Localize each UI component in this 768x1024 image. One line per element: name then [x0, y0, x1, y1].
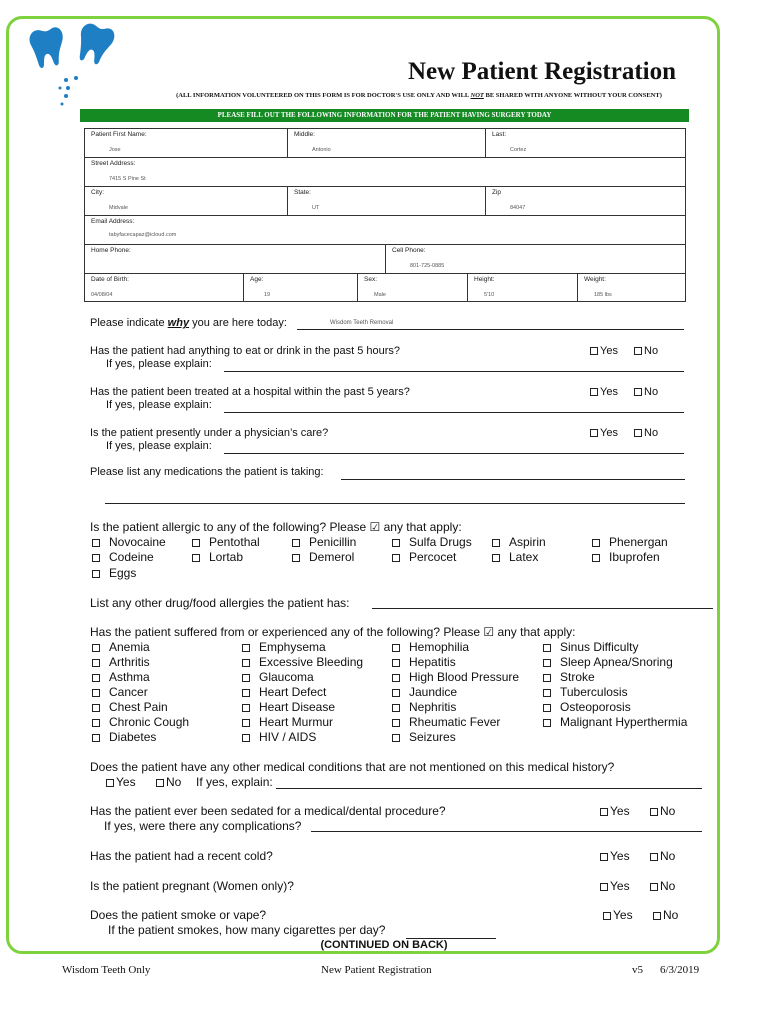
allergy-label: Phenergan	[609, 535, 668, 549]
eat-explain-line[interactable]	[224, 371, 684, 372]
why-answer: Wisdom Teeth Removal	[330, 320, 394, 326]
allergy-label: Latex	[509, 550, 539, 564]
pregnant-question: Is the patient pregnant (Women only)?	[90, 879, 294, 893]
city-field[interactable]: City: Midvale	[91, 189, 128, 211]
other-conditions-line[interactable]	[276, 788, 702, 789]
checkbox-icon[interactable]	[492, 539, 500, 547]
checkbox-icon[interactable]	[92, 674, 100, 682]
checkbox-icon[interactable]	[543, 704, 551, 712]
sedated-yes-checkbox[interactable]: Yes	[600, 804, 630, 818]
home-phone-field[interactable]: Home Phone:	[91, 247, 131, 254]
checkbox-icon[interactable]	[242, 659, 250, 667]
sedated-question: Has the patient ever been sedated for a medical/dental procedure?	[90, 804, 446, 818]
condition-checkbox[interactable]	[392, 685, 457, 699]
complications-line[interactable]	[311, 831, 702, 832]
condition-label: Cancer	[109, 685, 148, 699]
allergy-checkbox[interactable]	[192, 550, 243, 564]
checkbox-icon[interactable]	[392, 734, 400, 742]
checkbox-icon[interactable]	[92, 554, 100, 562]
medications-line-2[interactable]	[105, 503, 685, 504]
eat-explain-label: If yes, please explain:	[106, 358, 212, 370]
condition-checkbox[interactable]	[242, 730, 316, 744]
checkbox-icon[interactable]	[392, 659, 400, 667]
allergy-label: Pentothal	[209, 535, 260, 549]
email-field[interactable]: Email Address: tabyfacecapaz@icloud.com	[91, 218, 177, 238]
condition-checkbox[interactable]	[392, 730, 456, 744]
condition-checkbox[interactable]	[92, 715, 189, 729]
eat-yes-checkbox[interactable]: Yes	[590, 345, 618, 357]
checkbox-icon[interactable]	[92, 570, 100, 578]
condition-label: Hepatitis	[409, 655, 456, 669]
condition-checkbox[interactable]	[92, 670, 150, 684]
checkbox-icon[interactable]	[292, 554, 300, 562]
height-field[interactable]: Height: 5'10	[467, 274, 577, 302]
cold-yes-checkbox[interactable]: Yes	[600, 849, 630, 863]
conditions-question: Has the patient suffered from or experienced any of the following? Please ☑ any that apply:	[90, 625, 576, 639]
condition-label: Heart Disease	[259, 700, 336, 714]
why-question: Please indicate why you are here today:	[90, 317, 287, 329]
condition-label: Osteoporosis	[560, 700, 631, 714]
checkbox-icon[interactable]	[392, 719, 400, 727]
zip-field[interactable]: Zip 84047	[485, 187, 687, 215]
condition-checkbox[interactable]	[392, 640, 469, 654]
condition-checkbox[interactable]	[543, 715, 687, 729]
condition-label: Sleep Apnea/Snoring	[560, 655, 673, 669]
pregnant-yes-checkbox[interactable]: Yes	[600, 879, 630, 893]
checkbox-icon[interactable]	[192, 539, 200, 547]
physician-yes-checkbox[interactable]: Yes	[590, 427, 618, 439]
checkbox-icon[interactable]	[543, 644, 551, 652]
allergy-checkbox[interactable]	[492, 550, 538, 564]
allergy-checkbox[interactable]	[592, 550, 660, 564]
physician-no-checkbox[interactable]: No	[634, 427, 658, 439]
eat-no-checkbox[interactable]: No	[634, 345, 658, 357]
hospital-explain-label: If yes, please explain:	[106, 399, 212, 411]
why-answer-line[interactable]	[297, 329, 684, 330]
dob-field[interactable]: Date of Birth: 04/08/04	[91, 276, 129, 298]
allergies-question: Is the patient allergic to any of the following? Please ☑ any that apply:	[90, 520, 462, 534]
condition-label: HIV / AIDS	[259, 730, 317, 744]
instruction-banner: PLEASE FILL OUT THE FOLLOWING INFORMATION FOR THE PATIENT HAVING SURGERY TODAY	[80, 109, 689, 122]
allergy-checkbox[interactable]	[92, 566, 136, 580]
smoke-yes-checkbox[interactable]: Yes	[603, 908, 633, 922]
checkbox-icon[interactable]	[592, 539, 600, 547]
other-conditions-question: Does the patient have any other medical conditions that are not mentioned on this medical history?	[90, 760, 615, 774]
condition-checkbox[interactable]	[92, 730, 156, 744]
checkbox-icon[interactable]	[92, 689, 100, 697]
condition-checkbox[interactable]	[543, 670, 595, 684]
hospital-yes-checkbox[interactable]: Yes	[590, 386, 618, 398]
hospital-no-checkbox[interactable]: No	[634, 386, 658, 398]
checkbox-icon[interactable]	[392, 704, 400, 712]
checkbox-icon[interactable]	[392, 674, 400, 682]
allergy-checkbox[interactable]	[292, 535, 356, 549]
condition-checkbox[interactable]	[543, 640, 638, 654]
first-name-field[interactable]: Patient First Name: Jose	[91, 131, 147, 153]
checkbox-icon[interactable]	[543, 659, 551, 667]
condition-label: Sinus Difficulty	[560, 640, 639, 654]
eat-question: Has the patient had anything to eat or drink in the past 5 hours?	[90, 345, 401, 357]
checkbox-icon[interactable]	[192, 554, 200, 562]
allergy-label: Aspirin	[509, 535, 546, 549]
physician-explain-line[interactable]	[224, 453, 684, 454]
condition-label: Heart Defect	[259, 685, 327, 699]
condition-checkbox[interactable]	[392, 655, 456, 669]
condition-label: Chest Pain	[109, 700, 168, 714]
checkbox-icon[interactable]	[543, 719, 551, 727]
checkbox-icon[interactable]	[242, 734, 250, 742]
checkbox-icon[interactable]	[242, 704, 250, 712]
condition-label: Stroke	[560, 670, 595, 684]
condition-label: High Blood Pressure	[409, 670, 520, 684]
checkbox-icon[interactable]	[392, 689, 400, 697]
page-title: New Patient Registration	[408, 58, 676, 85]
state-field[interactable]: State: UT	[287, 187, 485, 215]
condition-label: Anemia	[109, 640, 150, 654]
allergy-checkbox[interactable]	[292, 550, 354, 564]
checkbox-icon[interactable]	[543, 689, 551, 697]
other-conditions-explain-label: If yes, explain:	[196, 775, 273, 789]
footer-center: New Patient Registration	[321, 964, 432, 976]
condition-checkbox[interactable]	[242, 640, 326, 654]
checkbox-icon[interactable]	[392, 644, 400, 652]
cold-question: Has the patient had a recent cold?	[90, 849, 273, 863]
checkbox-icon[interactable]	[92, 719, 100, 727]
checkbox-icon[interactable]	[242, 719, 250, 727]
condition-checkbox[interactable]	[92, 640, 150, 654]
footer-version: v5	[632, 964, 643, 976]
medications-question: Please list any medications the patient is taking:	[90, 466, 324, 478]
checkbox-icon[interactable]	[242, 674, 250, 682]
sex-field[interactable]: Sex: Male	[357, 274, 467, 302]
street-address-field[interactable]: Street Address: 7415 S Pine St	[91, 160, 146, 182]
condition-label: Tuberculosis	[560, 685, 628, 699]
condition-checkbox[interactable]	[242, 715, 333, 729]
condition-checkbox[interactable]	[242, 685, 326, 699]
complications-label: If yes, were there any complications?	[104, 819, 302, 833]
checkbox-icon[interactable]	[242, 644, 250, 652]
checkbox-icon[interactable]	[592, 554, 600, 562]
cold-no-checkbox[interactable]: No	[650, 849, 675, 863]
condition-label: Diabetes	[109, 730, 157, 744]
checkbox-icon[interactable]	[543, 674, 551, 682]
disclaimer: (ALL INFORMATION VOLUNTEERED ON THIS FORM IS FOR DOCTOR'S USE ONLY AND WILL NOT BE SHARED WITH ANYONE WITHOUT YOUR CONSENT)	[176, 92, 662, 99]
medications-line-1[interactable]	[341, 479, 685, 480]
allergy-label: Lortab	[209, 550, 244, 564]
allergy-checkbox[interactable]	[592, 535, 668, 549]
allergy-checkbox[interactable]	[92, 550, 154, 564]
condition-label: Heart Murmur	[259, 715, 334, 729]
allergy-checkbox[interactable]	[192, 535, 260, 549]
allergy-checkbox[interactable]	[492, 535, 546, 549]
other-conditions-yes-checkbox[interactable]: Yes	[106, 775, 136, 789]
checkbox-icon[interactable]	[92, 734, 100, 742]
checkbox-icon[interactable]	[242, 689, 250, 697]
other-allergies-line[interactable]	[372, 608, 713, 609]
hospital-explain-line[interactable]	[224, 412, 684, 413]
allergy-label: Novocaine	[109, 535, 166, 549]
checkbox-icon[interactable]	[292, 539, 300, 547]
condition-label: Nephritis	[409, 700, 457, 714]
other-allergies-question: List any other drug/food allergies the patient has:	[90, 596, 350, 610]
condition-label: Asthma	[109, 670, 150, 684]
condition-checkbox[interactable]	[392, 715, 500, 729]
condition-checkbox[interactable]	[543, 700, 631, 714]
footer-date: 6/3/2019	[660, 964, 700, 976]
condition-label: Excessive Bleeding	[259, 655, 364, 669]
checkbox-icon[interactable]	[92, 539, 100, 547]
other-conditions-no-checkbox[interactable]: No	[156, 775, 181, 789]
condition-label: Emphysema	[259, 640, 326, 654]
checkbox-icon[interactable]	[92, 644, 100, 652]
condition-checkbox[interactable]	[242, 700, 335, 714]
checkbox-icon[interactable]	[92, 704, 100, 712]
pregnant-no-checkbox[interactable]: No	[650, 879, 675, 893]
allergy-label: Demerol	[309, 550, 355, 564]
condition-checkbox[interactable]	[543, 685, 628, 699]
physician-explain-label: If yes, please explain:	[106, 440, 212, 452]
condition-label: Chronic Cough	[109, 715, 190, 729]
sedated-no-checkbox[interactable]: No	[650, 804, 675, 818]
allergy-label: Ibuprofen	[609, 550, 660, 564]
hospital-question: Has the patient been treated at a hospital within the past 5 years?	[90, 386, 410, 398]
smoke-no-checkbox[interactable]: No	[653, 908, 678, 922]
smoke-question: Does the patient smoke or vape?	[90, 908, 267, 922]
continued-on-back: (CONTINUED ON BACK)	[320, 939, 448, 951]
checkbox-icon[interactable]	[392, 539, 400, 547]
allergy-label: Percocet	[409, 550, 457, 564]
cell-phone-field[interactable]: Cell Phone: 801-725-0885	[385, 245, 687, 273]
condition-label: Glaucoma	[259, 670, 314, 684]
condition-checkbox[interactable]	[242, 655, 363, 669]
last-name-field[interactable]: Last: Cortez	[485, 129, 687, 157]
allergy-checkbox[interactable]	[392, 550, 456, 564]
condition-label: Rheumatic Fever	[409, 715, 501, 729]
checkbox-icon[interactable]	[92, 659, 100, 667]
checkbox-icon[interactable]	[492, 554, 500, 562]
physician-question: Is the patient presently under a physician’s care?	[90, 427, 329, 439]
condition-checkbox[interactable]	[543, 655, 673, 669]
condition-checkbox[interactable]	[92, 700, 168, 714]
footer-left: Wisdom Teeth Only	[62, 964, 151, 976]
condition-checkbox[interactable]	[392, 670, 519, 684]
condition-checkbox[interactable]	[392, 700, 456, 714]
allergy-checkbox[interactable]	[392, 535, 472, 549]
allergy-label: Penicillin	[309, 535, 357, 549]
condition-label: Jaundice	[409, 685, 458, 699]
allergy-label: Sulfa Drugs	[409, 535, 472, 549]
weight-field[interactable]: Weight: 185 lbs	[577, 274, 687, 302]
allergy-label: Codeine	[109, 550, 154, 564]
patient-info-grid	[84, 128, 686, 302]
checkbox-icon[interactable]	[392, 554, 400, 562]
condition-label: Hemophilia	[409, 640, 470, 654]
condition-label: Malignant Hyperthermia	[560, 715, 688, 729]
age-field[interactable]: Age: 19	[243, 274, 357, 302]
allergy-checkbox[interactable]	[92, 535, 166, 549]
condition-label: Seizures	[409, 730, 456, 744]
condition-checkbox[interactable]	[242, 670, 314, 684]
condition-checkbox[interactable]	[92, 655, 150, 669]
middle-name-field[interactable]: Middle: Antonio	[287, 129, 485, 157]
condition-label: Arthritis	[109, 655, 150, 669]
cigarettes-label: If the patient smokes, how many cigarettes per day?	[108, 923, 386, 937]
allergy-label: Eggs	[109, 566, 137, 580]
condition-checkbox[interactable]	[92, 685, 148, 699]
